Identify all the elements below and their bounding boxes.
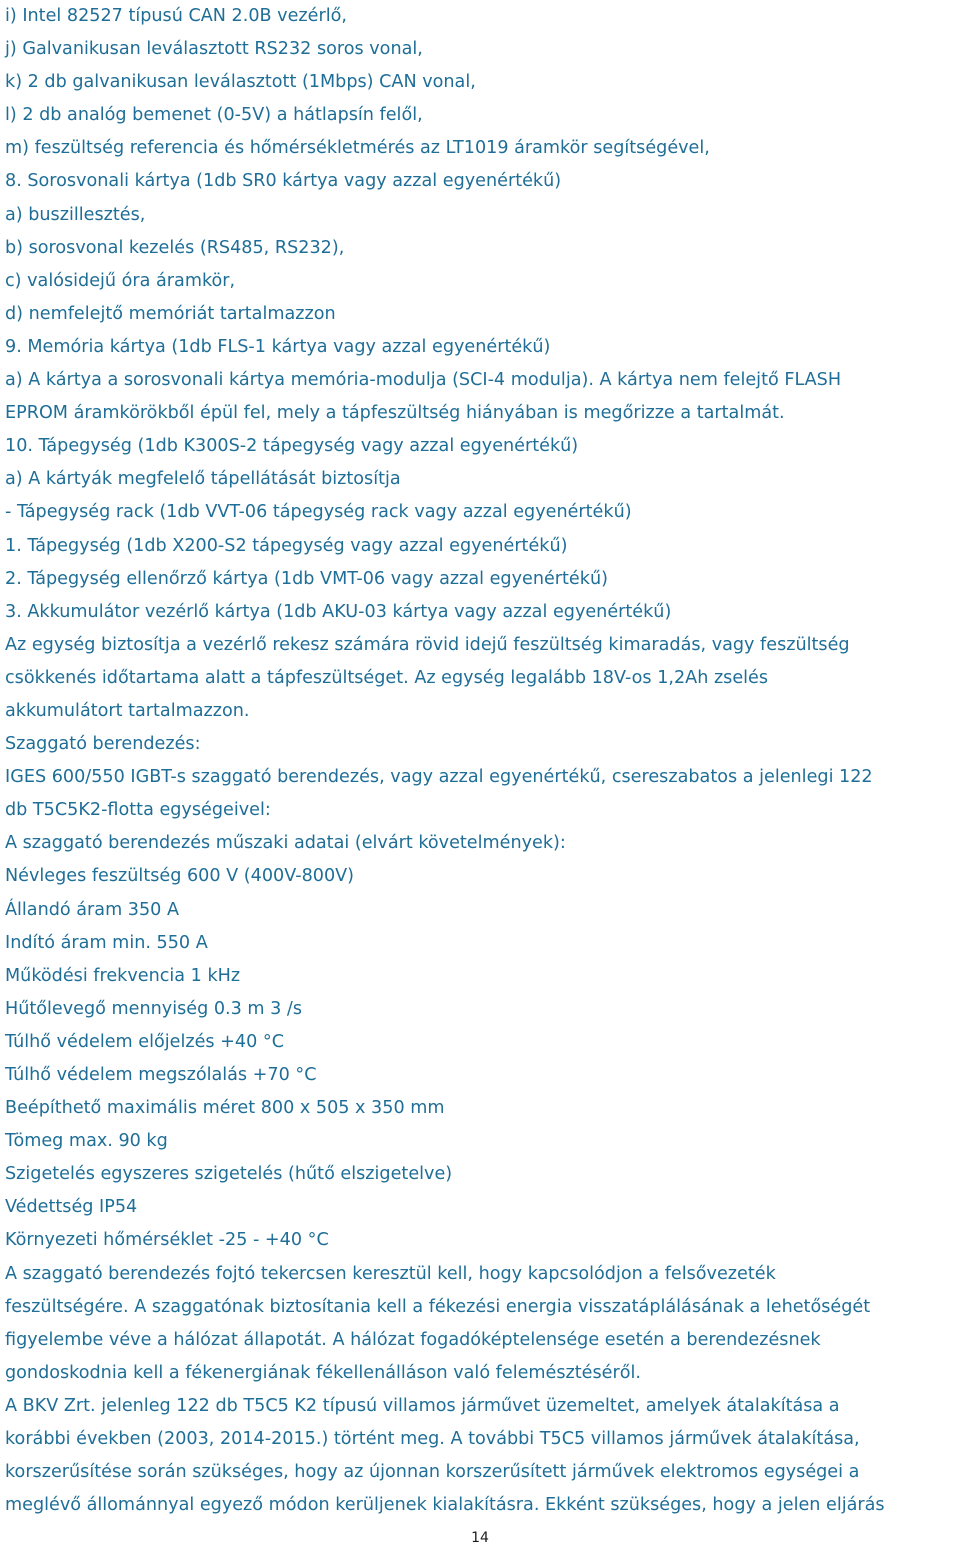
text-line: EPROM áramkörökből épül fel, mely a tápfeszültség hiányában is megőrizze a tartalmát. bbox=[5, 403, 785, 424]
page-number: 14 bbox=[471, 1530, 489, 1546]
text-line: j) Galvanikusan leválasztott RS232 soros vonal, bbox=[5, 39, 423, 60]
text-line: Állandó áram 350 A bbox=[5, 899, 180, 920]
text-line: Szaggató berendezés: bbox=[5, 734, 201, 755]
text-line: A szaggató berendezés fojtó tekercsen keresztül kell, hogy kapcsolódjon a felsővezeték bbox=[5, 1263, 776, 1284]
text-line: d) nemfelejtő memóriát tartalmazzon bbox=[5, 303, 336, 324]
text-line: Az egység biztosítja a vezérlő rekesz számára rövid idejű feszültség kimaradás, vagy feszültség bbox=[5, 634, 850, 655]
text-line: IGES 600/550 IGBT-s szaggató berendezés, vagy azzal egyenértékű, csereszabatos a jelenlegi 122 bbox=[5, 767, 873, 788]
text-line: k) 2 db galvanikusan leválasztott (1Mbps) CAN vonal, bbox=[5, 72, 476, 93]
text-line: 9. Memória kártya (1db FLS-1 kártya vagy azzal egyenértékű) bbox=[5, 336, 551, 357]
text-line: Védettség IP54 bbox=[5, 1197, 138, 1218]
text-line: b) sorosvonal kezelés (RS485, RS232), bbox=[5, 237, 345, 258]
text-line: Tömeg max. 90 kg bbox=[5, 1131, 168, 1152]
text-line: Túlhő védelem előjelzés +40 °C bbox=[5, 1031, 284, 1052]
text-line: Névleges feszültség 600 V (400V-800V) bbox=[5, 866, 355, 887]
text-line: korszerűsítése során szükséges, hogy az újonnan korszerűsített járművek elektromos egységei a bbox=[5, 1462, 860, 1483]
text-line: Működési frekvencia 1 kHz bbox=[5, 965, 241, 986]
text-line: 10. Tápegység (1db K300S-2 tápegység vagy azzal egyenértékű) bbox=[5, 436, 579, 457]
text-line: A BKV Zrt. jelenleg 122 db T5C5 K2 típusú villamos járművet üzemeltet, amelyek átalakítása a bbox=[5, 1395, 840, 1416]
text-line: c) valósidejű óra áramkör, bbox=[5, 270, 236, 291]
text-line: Környezeti hőmérséklet -25 - +40 °C bbox=[5, 1230, 329, 1251]
text-line: gondoskodnia kell a fékenergiának fékellenálláson való felemésztéséről. bbox=[5, 1362, 641, 1383]
text-line: feszültségére. A szaggatónak biztosítania kell a fékezési energia visszatáplálásának a lehetőségét bbox=[5, 1296, 871, 1317]
text-line: 3. Akkumulátor vezérlő kártya (1db AKU-03 kártya vagy azzal egyenértékű) bbox=[5, 601, 672, 622]
text-line: 8. Sorosvonali kártya (1db SR0 kártya vagy azzal egyenértékű) bbox=[5, 171, 562, 192]
text-line: i) Intel 82527 típusú CAN 2.0B vezérlő, bbox=[5, 6, 347, 26]
text-line: a) buszillesztés, bbox=[5, 204, 146, 225]
text-line: Szigetelés egyszeres szigetelés (hűtő elszigetelve) bbox=[5, 1164, 453, 1185]
text-line: meglévő állománnyal egyező módon kerüljenek kialakításra. Ekként szükséges, hogy a jelen eljárás bbox=[5, 1495, 885, 1516]
text-line: csökkenés időtartama alatt a tápfeszültséget. Az egység legalább 18V-os 1,2Ah zselés bbox=[5, 667, 769, 688]
text-line: korábbi években (2003, 2014-2015.) történt meg. A további T5C5 villamos járművek átalakítása, bbox=[5, 1429, 860, 1450]
text-line: db T5C5K2-flotta egységeivel: bbox=[5, 800, 271, 821]
text-line: a) A kártya a sorosvonali kártya memória-modulja (SCI-4 modulja). A kártya nem felejtő FLASH bbox=[5, 370, 842, 391]
text-line: a) A kártyák megfelelő tápellátását biztosítja bbox=[5, 469, 401, 490]
text-line: 2. Tápegység ellenőrző kártya (1db VMT-06 vagy azzal egyenértékű) bbox=[5, 568, 608, 589]
text-line: Túlhő védelem megszólalás +70 °C bbox=[5, 1065, 317, 1085]
text-line: 1. Tápegység (1db X200-S2 tápegység vagy azzal egyenértékű) bbox=[5, 535, 568, 556]
text-line: A szaggató berendezés műszaki adatai (elvárt követelmények): bbox=[5, 833, 566, 854]
text-line: - Tápegység rack (1db VVT-06 tápegység rack vagy azzal egyenértékű) bbox=[5, 502, 632, 523]
text-line: akkumulátort tartalmazzon. bbox=[5, 700, 250, 721]
text-line: figyelembe véve a hálózat állapotát. A hálózat fogadóképtelensége esetén a berendezésnek bbox=[5, 1329, 821, 1350]
text-line: Indító áram min. 550 A bbox=[5, 932, 208, 953]
text-line: Beépíthető maximális méret 800 x 505 x 350 mm bbox=[5, 1098, 445, 1119]
text-line: m) feszültség referencia és hőmérsékletmérés az LT1019 áramkör segítségével, bbox=[5, 138, 710, 159]
document-body bbox=[5, 0, 957, 1522]
text-line: l) 2 db analóg bemenet (0-5V) a hátlapsín felől, bbox=[5, 105, 423, 126]
text-line: Hűtőlevegő mennyiség 0.3 m 3 /s bbox=[5, 998, 303, 1019]
